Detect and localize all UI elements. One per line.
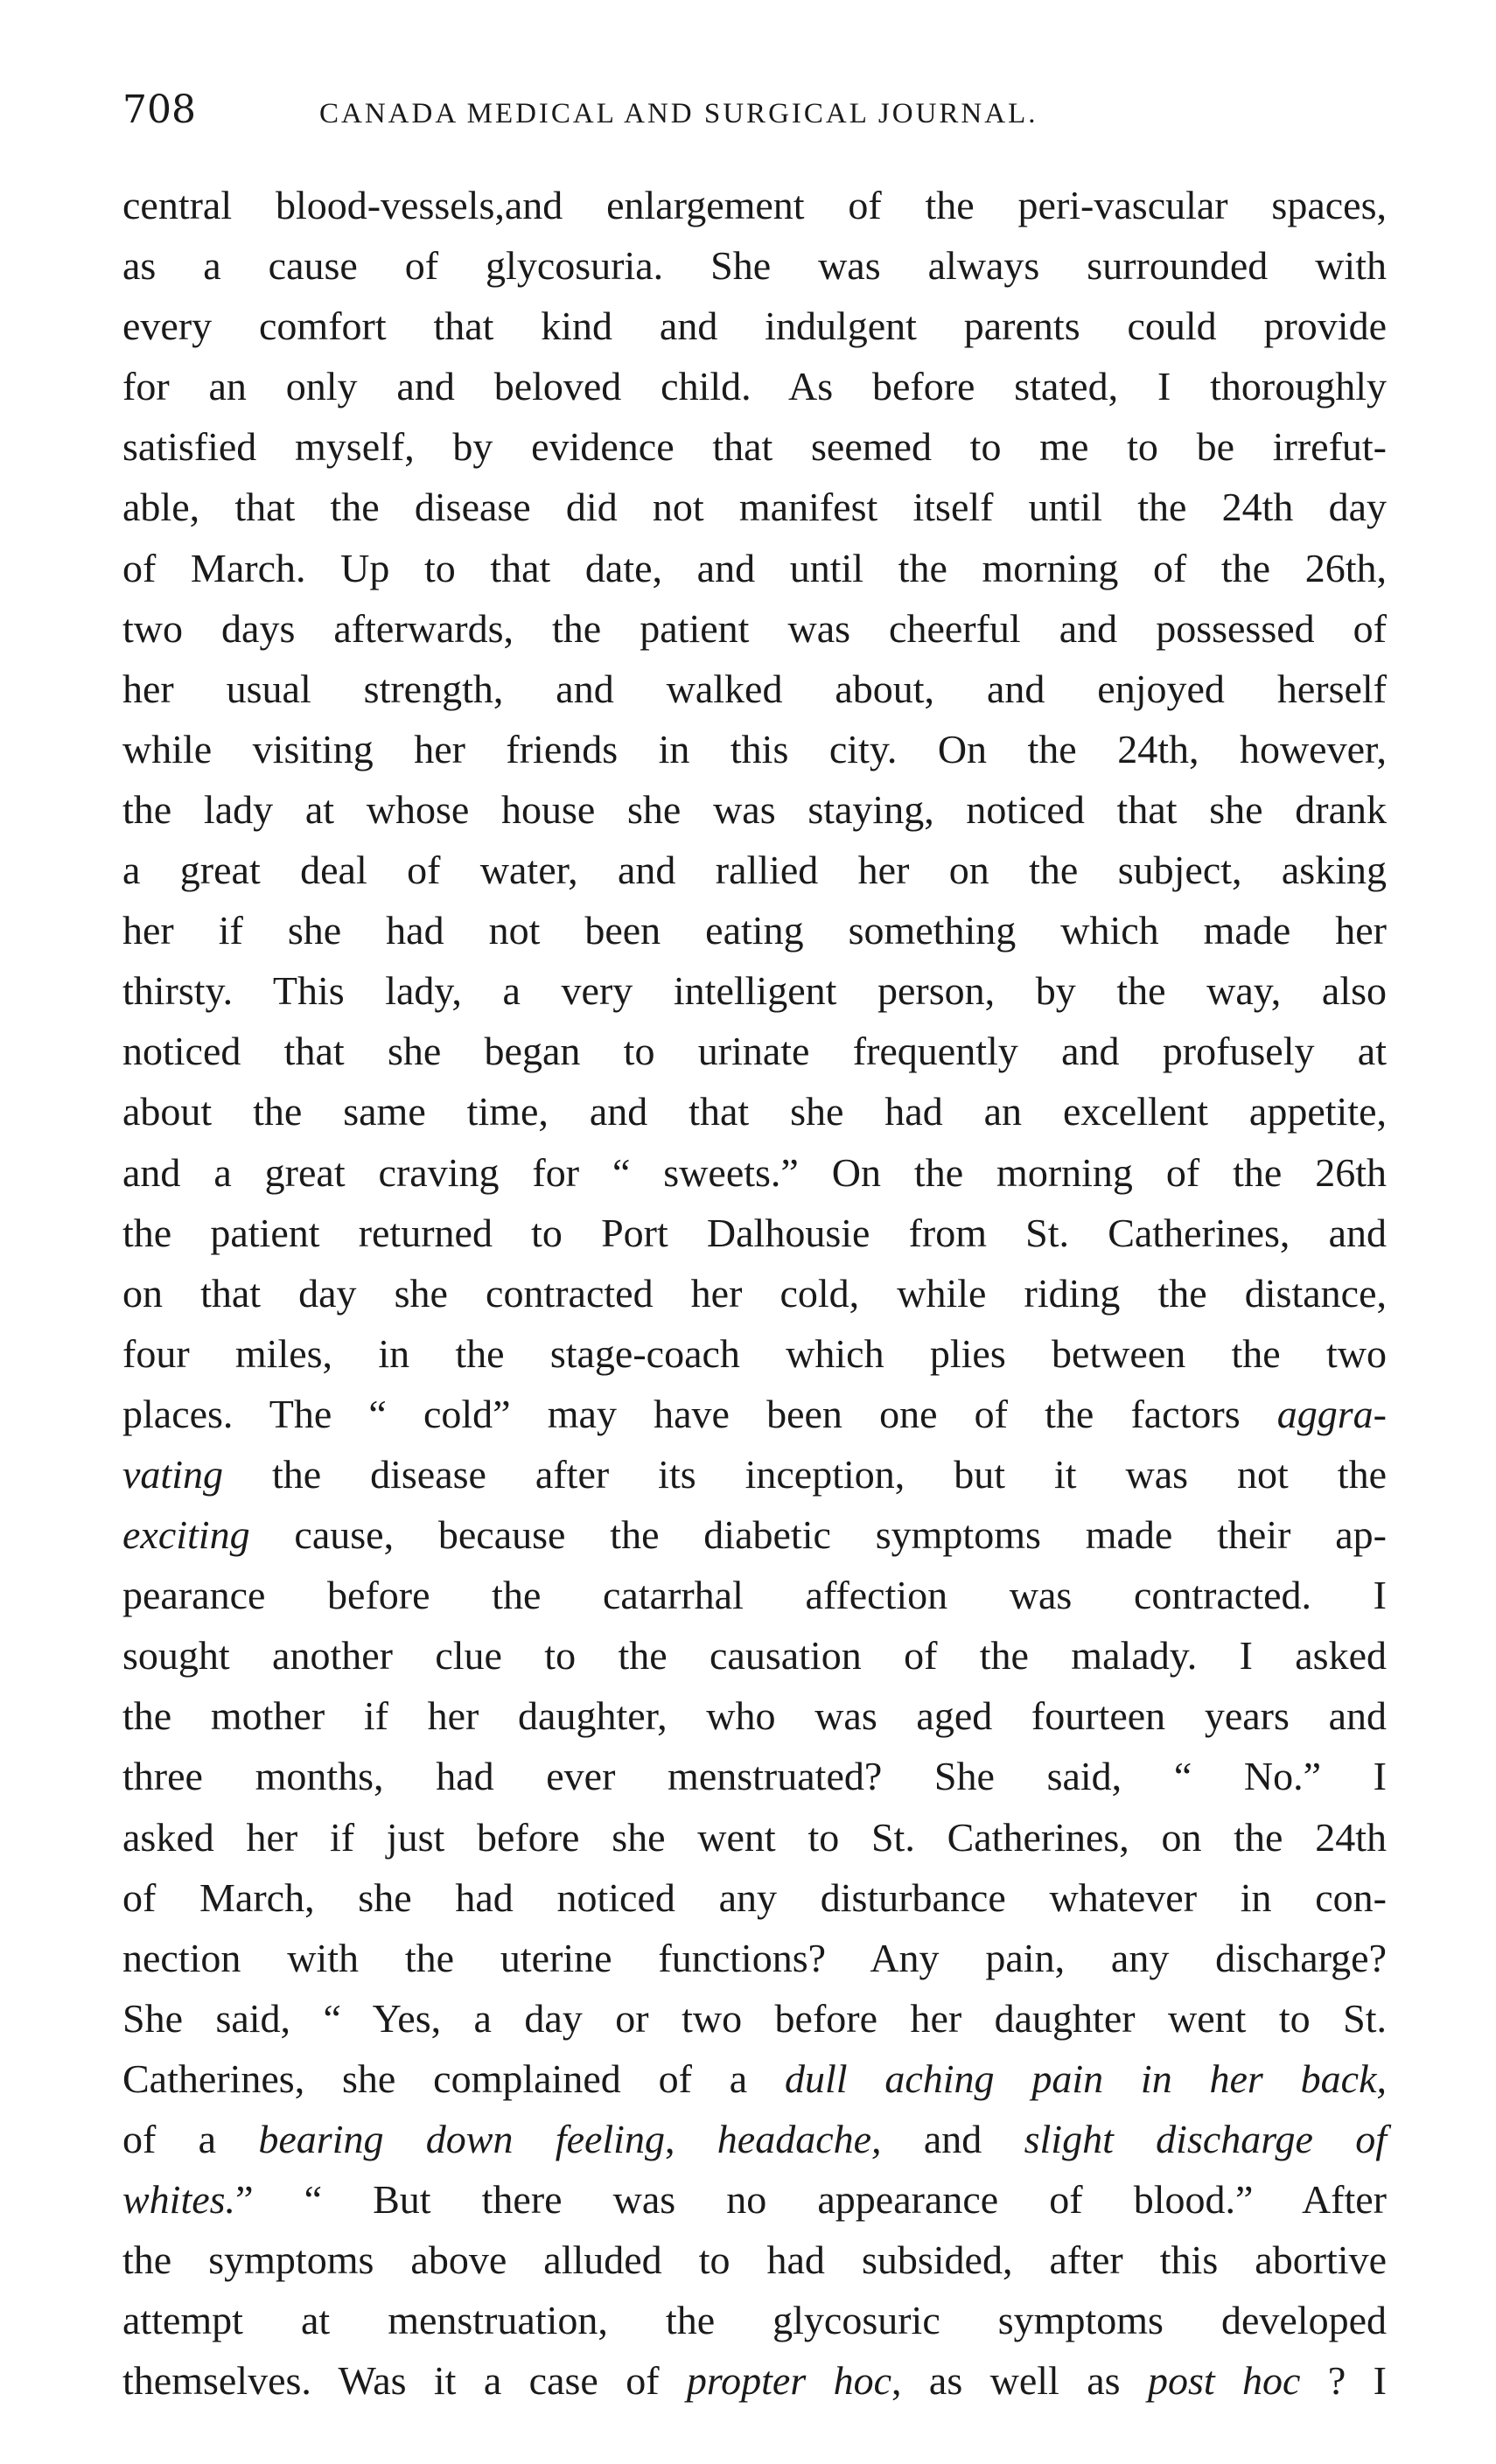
text-segment: places. The “ cold” may have been one of the factors	[122, 1391, 1277, 1436]
text-segment: cause, because the diabetic symptoms made their ap-	[249, 1512, 1387, 1558]
text-line	[122, 175, 1387, 235]
text-segment: thirsty. This lady, a very intelligent person, by the way, also	[122, 968, 1387, 1014]
text-line	[122, 1203, 1387, 1263]
text-segment: She said, “ Yes, a day or two before her daughter went to St.	[122, 1995, 1387, 2041]
italic-text-segment: bearing down feeling	[258, 2117, 665, 2161]
text-line	[122, 1867, 1387, 1928]
text-line	[122, 960, 1387, 1021]
text-segment: asked her if just before she went to St. Catherines, on the 24th	[122, 1814, 1387, 1860]
text-segment: for an only and beloved child. As before stated, I thoroughly	[122, 364, 1387, 409]
italic-text-segment: headache,	[717, 2117, 882, 2161]
text-line	[122, 2230, 1387, 2290]
text-segment: themselves. Was it a case of	[122, 2358, 687, 2404]
text-segment: her if she had not been eating something which made her	[122, 908, 1387, 953]
text-line	[122, 1928, 1387, 1988]
italic-text-segment: post hoc	[1147, 2358, 1301, 2404]
text-segment: the patient returned to Port Dalhousie from St. Catherines, and	[122, 1210, 1387, 1255]
text-segment: and a great craving for “ sweets.” On the morning of the 26th	[122, 1149, 1387, 1195]
text-segment: satisfied myself, by evidence that seemed to me to be irrefut-	[122, 424, 1387, 470]
text-line	[122, 356, 1387, 416]
text-segment: the symptoms above alluded to had subsided, after this abortive	[122, 2237, 1387, 2283]
text-segment: two days afterwards, the patient was cheerful and possessed of	[122, 605, 1387, 651]
text-segment: Catherines, she complained of a	[122, 2056, 785, 2101]
text-segment: ? I	[1300, 2358, 1387, 2404]
text-line	[122, 840, 1387, 900]
text-segment: ” “ But there was no appearance of blood.” After	[235, 2177, 1387, 2223]
text-line	[122, 659, 1387, 719]
text-line	[122, 296, 1387, 356]
text-line	[122, 719, 1387, 779]
text-line	[122, 1625, 1387, 1686]
text-line	[122, 1565, 1387, 1625]
text-line	[122, 1323, 1387, 1384]
text-segment: on that day she contracted her cold, while riding the distance,	[122, 1270, 1387, 1316]
text-segment: a great deal of water, and rallied her on the subject, asking	[122, 848, 1387, 893]
page-header	[122, 87, 1400, 149]
italic-text-segment: propter hoc	[686, 2358, 892, 2404]
text-segment: about the same time, and that she had an excellent appetite,	[122, 1089, 1387, 1134]
text-line	[122, 2109, 1387, 2169]
text-line	[122, 538, 1387, 598]
text-segment: the mother if her daughter, who was aged fourteen years and	[122, 1693, 1387, 1739]
text-line	[122, 779, 1387, 840]
italic-text-segment: dull aching pain in her back,	[784, 2056, 1387, 2101]
running-head: CANADA MEDICAL AND SURGICAL JOURNAL.	[319, 98, 1038, 129]
italic-text-segment: whites.	[122, 2177, 236, 2223]
text-segment: four miles, in the stage-coach which plies between the two	[122, 1330, 1387, 1376]
page-number: 708	[122, 87, 196, 132]
text-line	[122, 2290, 1387, 2350]
text-line	[122, 1021, 1387, 1081]
text-line	[122, 598, 1387, 659]
text-line	[122, 1988, 1387, 2049]
text-line	[122, 2049, 1387, 2109]
text-segment: of a	[122, 2117, 259, 2161]
text-line	[122, 416, 1387, 477]
text-segment: every comfort that kind and indulgent parents could provide	[122, 304, 1387, 349]
italic-text-segment: slight discharge of	[1024, 2117, 1387, 2161]
text-segment: central blood-vessels,and enlargement of the peri-vascular spaces,	[122, 183, 1387, 227]
text-segment: as a cause of glycosuria. She was always surrounded with	[122, 243, 1387, 289]
text-line	[122, 2350, 1387, 2411]
text-segment: three months, had ever menstruated? She said, “ No.” I	[122, 1754, 1387, 1799]
text-line	[122, 1444, 1387, 1504]
text-segment: attempt at menstruation, the glycosuric symptoms developed	[122, 2298, 1387, 2343]
text-segment: the disease after its inception, but it was not the	[222, 1451, 1387, 1497]
text-segment: , as well as	[891, 2358, 1148, 2404]
text-segment: of March, she had noticed any disturbance whatever in con-	[122, 1874, 1387, 1920]
text-segment: ,	[664, 2117, 717, 2161]
text-segment: of March. Up to that date, and until the morning of the 26th,	[122, 545, 1387, 590]
text-segment: and	[881, 2117, 1024, 2161]
text-line	[122, 1081, 1387, 1141]
text-line	[122, 1807, 1387, 1867]
text-segment: her usual strength, and walked about, and enjoyed herself	[122, 666, 1387, 711]
text-line	[122, 1142, 1387, 1203]
text-line	[122, 2169, 1387, 2230]
italic-text-segment: exciting	[122, 1512, 250, 1558]
text-line	[122, 477, 1387, 537]
text-segment: the lady at whose house she was staying, noticed that she drank	[122, 786, 1387, 832]
text-line	[122, 235, 1387, 296]
text-segment: while visiting her friends in this city. On the 24th, however,	[122, 726, 1387, 771]
body-text	[122, 175, 1387, 2411]
text-segment: nection with the uterine functions? Any pain, any discharge?	[122, 1935, 1387, 1980]
text-segment: noticed that she began to urinate frequently and profusely at	[122, 1029, 1387, 1074]
text-segment: sought another clue to the causation of the malady. I asked	[122, 1633, 1387, 1679]
text-line	[122, 1384, 1387, 1444]
text-line	[122, 1746, 1387, 1806]
text-line	[122, 1504, 1387, 1565]
italic-text-segment: aggra-	[1276, 1391, 1387, 1436]
text-line	[122, 900, 1387, 960]
italic-text-segment: vating	[122, 1451, 223, 1497]
text-segment: pearance before the catarrhal affection was contracted. I	[122, 1573, 1387, 1618]
text-segment: able, that the disease did not manifest itself until the 24th day	[122, 485, 1387, 530]
text-line	[122, 1263, 1387, 1323]
text-line	[122, 1686, 1387, 1746]
